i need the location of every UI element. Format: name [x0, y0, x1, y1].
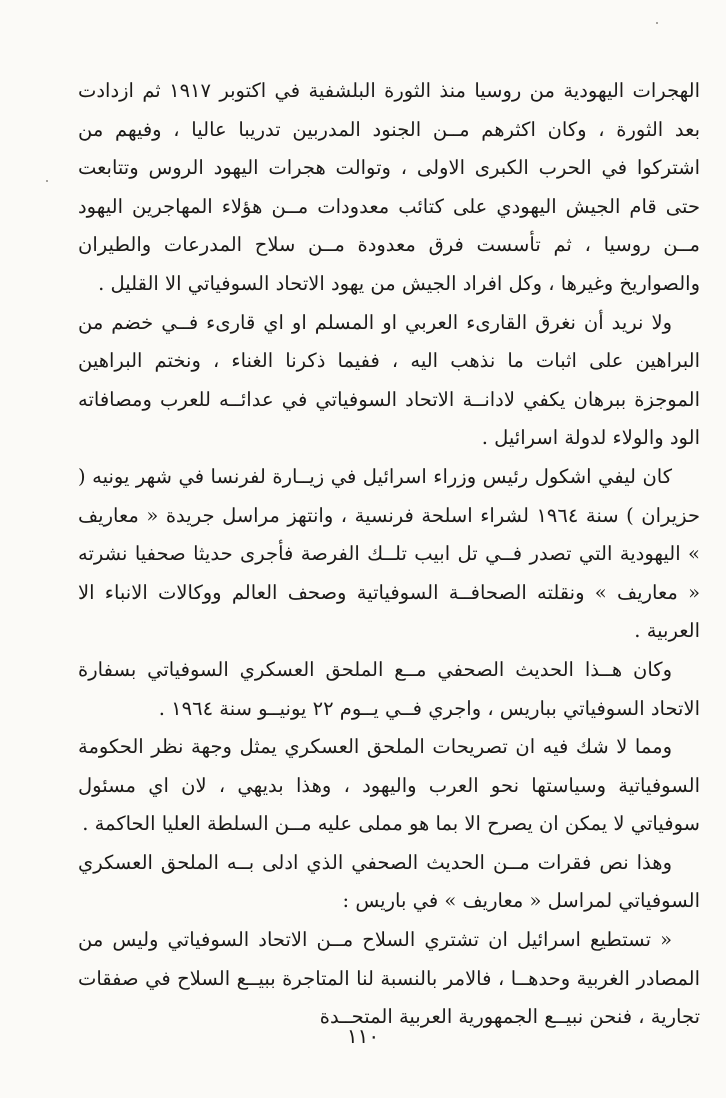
paper-speck	[656, 22, 658, 24]
paragraph-2: ولا نريد أن نغرق القارىء العربي او المسلم او اي قارىء فــي خضم من البراهين على اثبات ما نذهب اليه ، ففيما ذكرنا الغناء ، ونختم البراهين الموجزة ببرهان يكفي لادانــة الاتحاد السوفياتي في عدائــه للعرب ومصافاته الود والولاء لدولة اسرائيل .	[78, 310, 700, 450]
paragraph-7: « تستطيع اسرائيل ان تشتري السلاح مــن الاتحاد السوفياتي وليس من المصادر الغربية وحدهــا ، فالامر بالنسبة لنا المتاجرة ببيــع السلاح في صفقات تجارية ، فنحن نبيــع الجمهورية العربية المتحــدة	[78, 928, 700, 1029]
body-text	[78, 72, 700, 1037]
paragraph-5: ومما لا شك فيه ان تصريحات الملحق العسكري يمثل وجهة نظر الحكومة السوفياتية وسياستها نحو العرب واليهود ، وهذا بديهي ، لان اي مسئول سوفياتي لا يمكن ان يصرح الا بما هو مملى عليه مــن السلطة العليا الحاكمة .	[78, 735, 700, 836]
paragraph-1: الهجرات اليهودية من روسيا منذ الثورة البلشفية في اكتوبر ١٩١٧ ثم ازدادت بعد الثورة ، وكان اكثرهم مــن الجنود المدربين تدريبا عاليا ، وفيهم من اشتركوا في الحرب الكبرى الاولى ، وتوالت هجرات اليهود الروس وتتابعت حتى قام الجيش اليهودي على كتائب معدودات مــن هؤلاء المهاجرين اليهود مــن روسيا ، ثم تأسست فرق معدودة مــن سلاح المدرعات والطيران والصواريخ وغيرها ، وكل افراد الجيش من يهود الاتحاد السوفياتي الا القليل .	[78, 79, 701, 295]
paragraph-4: وكان هــذا الحديث الصحفي مــع الملحق العسكري السوفياتي بسفارة الاتحاد السوفياتي بباريس ، واجري فــي يــوم ٢٢ يونيــو سنة ١٩٦٤ .	[78, 657, 700, 720]
page-number: ١١٠	[346, 1024, 380, 1048]
paper-speck	[46, 180, 48, 182]
paragraph-3: كان ليفي اشكول رئيس وزراء اسرائيل في زيــارة لفرنسا في شهر يونيه ( حزيران ) سنة ١٩٦٤ لشراء اسلحة فرنسية ، وانتهز مراسل جريدة « معاريف » اليهودية التي تصدر فــي تل ابيب تلــك الفرصة فأجرى حديثا صحفيا نشرته « معاريف » ونقلته الصحافــة السوفياتية وصحف العالم ووكالات الانباء الا العربية .	[78, 464, 700, 643]
paragraph-6: وهذا نص فقرات مــن الحديث الصحفي الذي ادلى بــه الملحق العسكري السوفياتي لمراسل « معاريف » في باريس :	[78, 850, 700, 913]
